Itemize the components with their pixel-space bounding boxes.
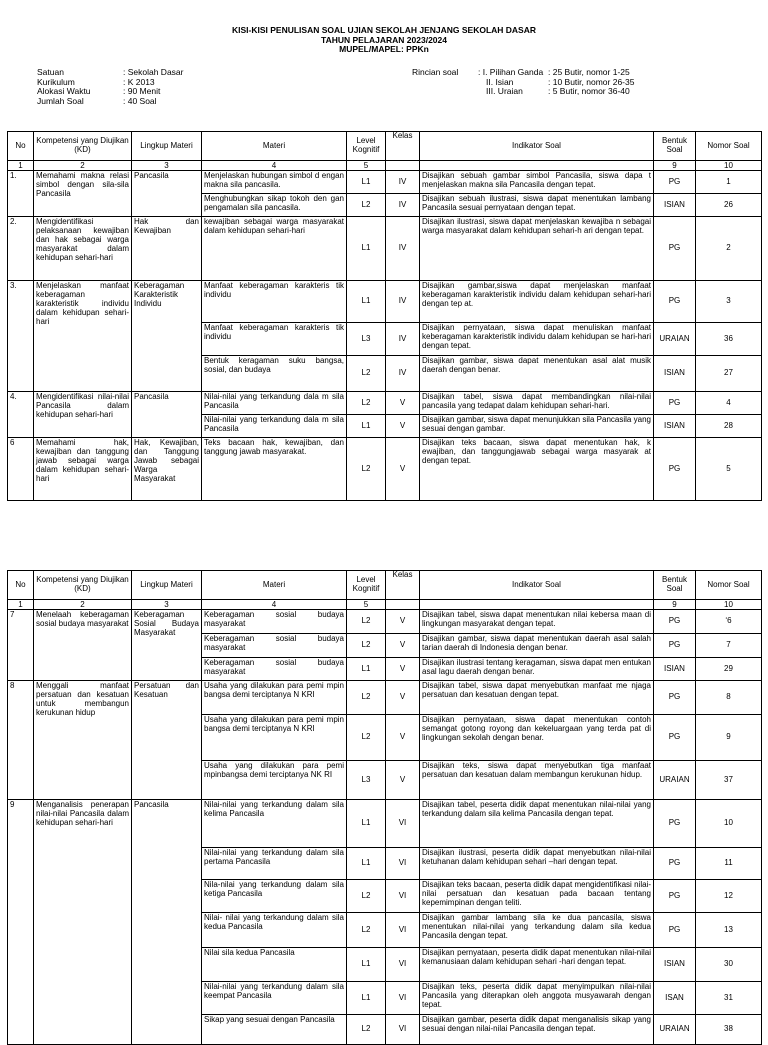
table-row (8, 438, 762, 501)
materi-cell: Usaha yang dilakukan para pemi mpin bangsa demi terciptanya N KRI (202, 681, 347, 715)
header-materi: Materi (202, 571, 347, 600)
header-indikator: Indikator Soal (420, 571, 654, 600)
column-number: 10 (696, 600, 762, 610)
nomor-cell: 31 (696, 982, 762, 1015)
title-line-2: TAHUN PELAJARAN 2023/2024 (321, 34, 447, 45)
info-label: Satuan (37, 67, 64, 77)
column-number: 5 (347, 600, 386, 610)
nomor-cell: 7 (696, 634, 762, 658)
column-number-row (8, 161, 762, 171)
materi-cell: Nilai sila kedua Pancasila (202, 948, 347, 982)
nomor-cell: 28 (696, 415, 762, 438)
indikator-cell: Disajikan teks bacaan, siswa dapat menentukan hak, k ewajiban, dan tanggungjawab sebagai warga masyarak at dengan tepat. (420, 438, 654, 501)
level-cell: L2 (347, 913, 386, 948)
info-value: : 90 Menit (123, 86, 161, 97)
indikator-cell: Disajikan gambar,siswa dapat menjelaskan manfaat keberagaman karakteristik individu dalam kehidupan sehari-hari dengan tep at. (420, 281, 654, 323)
level-cell: L2 (347, 610, 386, 634)
materi-cell: Teks bacaan hak, kewajiban, dan tanggung jawab masyarakat. (202, 438, 347, 501)
document-title (0, 26, 768, 55)
bentuk-cell: PG (654, 634, 696, 658)
kelas-cell: V (386, 761, 420, 800)
indikator-cell: Disajikan ilustrasi tentang keragaman, siswa dapat men entukan asal lagu daerah dengan benar. (420, 658, 654, 681)
table-row (8, 392, 762, 415)
indikator-cell: Disajikan teks, peserta didik dapat menyimpulkan nilai-nilai Pancasila yang diterapkan oleh anggota musyawarah dengan tepat. (420, 982, 654, 1015)
lingkup-cell: Pancasila (132, 171, 202, 217)
table-row (8, 610, 762, 634)
materi-cell: Manfaat keberagaman karakteris tik individu (202, 323, 347, 356)
level-cell: L1 (347, 982, 386, 1015)
header-level: Level Kognitif (347, 571, 386, 600)
kelas-cell: IV (386, 171, 420, 194)
info-label: Kurikulum (37, 76, 75, 87)
row-number: 8 (8, 681, 34, 800)
table-row (8, 681, 762, 715)
nomor-cell: 12 (696, 880, 762, 913)
lingkup-cell: Persatuan dan Kesatuan (132, 681, 202, 800)
kelas-cell: IV (386, 217, 420, 281)
header-nomor: Nomor Soal (696, 132, 762, 161)
nomor-cell: 30 (696, 948, 762, 982)
materi-cell: Nilai-nilai yang terkandung dala m sila Pancasila (202, 415, 347, 438)
column-number (386, 161, 420, 171)
info-value: : 40 Soal (123, 95, 157, 106)
materi-cell: Menghubungkan sikap tokoh den gan pengamalan sila pancasila. (202, 194, 347, 217)
materi-cell: Keberagaman sosial budaya masyarakat (202, 634, 347, 658)
info-label: Alokasi Waktu (37, 86, 91, 97)
kompetensi-cell: Mengidentifikasi pelaksanaan kewajiban dan hak sebagai warga masyarakat dalam kehidupan sehari-hari (34, 217, 132, 281)
nomor-cell: 3 (696, 281, 762, 323)
level-cell: L2 (347, 438, 386, 501)
materi-cell: Menjelaskan hubungan simbol d engan makna sila pancasila. (202, 171, 347, 194)
column-number: 5 (347, 161, 386, 171)
bentuk-cell: ISIAN (654, 194, 696, 217)
bentuk-cell: ISIAN (654, 658, 696, 681)
rincian-type: III. Uraian (486, 86, 523, 97)
level-cell: L2 (347, 880, 386, 913)
bentuk-cell: ISIAN (654, 356, 696, 392)
nomor-cell: 29 (696, 658, 762, 681)
rincian-type: : I. Pilihan Ganda (478, 67, 544, 77)
materi-cell: Nilai-nilai yang terkandung dalam sila kelima Pancasila (202, 800, 347, 848)
lingkup-cell: Keberagaman Karakteristik Individu (132, 281, 202, 392)
column-number-row (8, 600, 762, 610)
indikator-cell: Disajikan ilustrasi, siswa dapat menjelaskan kewajiba n sebagai warga masyarakat dalam kehidupan sehari-h ari dengan tepat. (420, 217, 654, 281)
nomor-cell: 10 (696, 800, 762, 848)
column-number: 2 (34, 161, 132, 171)
kelas-cell: IV (386, 323, 420, 356)
header-kd: Kompetensi yang Diujikan (KD) (34, 132, 132, 161)
info-value: : K 2013 (123, 76, 155, 87)
kompetensi-cell: Menggali manfaat persatuan dan kesatuan untuk membangun kerukunan hidup (34, 681, 132, 800)
kelas-cell: VI (386, 848, 420, 880)
materi-cell: Manfaat keberagaman karakteris tik individu (202, 281, 347, 323)
header-bentuk: Bentuk Soal (654, 571, 696, 600)
materi-cell: Nilai-nilai yang terkandung dalam sila pertama Pancasila (202, 848, 347, 880)
title-line-1: KISI-KISI PENULISAN SOAL UJIAN SEKOLAH JENJANG SEKOLAH DASAR (232, 25, 536, 35)
materi-cell: Nila-nilai yang terkandung dalam sila ketiga Pancasila (202, 880, 347, 913)
header-no: No (8, 132, 34, 161)
column-number: 4 (202, 161, 347, 171)
header-lingkup: Lingkup Materi (132, 132, 202, 161)
nomor-cell: 27 (696, 356, 762, 392)
nomor-cell: 13 (696, 913, 762, 948)
materi-cell: kewajiban sebagai warga masyarakat dalam kehidupan sehari-hari (202, 217, 347, 281)
bentuk-cell: PG (654, 880, 696, 913)
header-kelas: Kelas (386, 571, 420, 600)
lingkup-cell: Pancasila (132, 392, 202, 438)
bentuk-cell: PG (654, 392, 696, 415)
nomor-cell: 38 (696, 1015, 762, 1045)
row-number: 6 (8, 438, 34, 501)
nomor-cell: 36 (696, 323, 762, 356)
column-number: 9 (654, 161, 696, 171)
nomor-cell: 26 (696, 194, 762, 217)
rincian-value: : 10 Butir, nomor 26-35 (548, 76, 635, 87)
bentuk-cell: PG (654, 681, 696, 715)
bentuk-cell: URAIAN (654, 1015, 696, 1045)
indikator-cell: Disajikan sebuah ilustrasi, siswa dapat menentukan lambang Pancasila sesuai pernyataan dengan tepat. (420, 194, 654, 217)
kompetensi-cell: Menjelaskan manfaat keberagaman karakteristik individu dalam kehidupan sehari-hari (34, 281, 132, 392)
row-number: 7 (8, 610, 34, 681)
level-cell: L2 (347, 1015, 386, 1045)
bentuk-cell: PG (654, 438, 696, 501)
bentuk-cell: PG (654, 800, 696, 848)
lingkup-cell: Hak dan Kewajiban (132, 217, 202, 281)
table-row (8, 217, 762, 281)
materi-cell: Bentuk keragaman suku bangsa, sosial, dan budaya (202, 356, 347, 392)
header-kd: Kompetensi yang Diujikan (KD) (34, 571, 132, 600)
rincian-label: Rincian soal (412, 67, 459, 77)
document-info (37, 68, 183, 106)
bentuk-cell: ISAN (654, 982, 696, 1015)
materi-cell: Sikap yang sesuai dengan Pancasila (202, 1015, 347, 1045)
level-cell: L1 (347, 848, 386, 880)
kelas-cell: V (386, 610, 420, 634)
level-cell: L3 (347, 761, 386, 800)
header-materi: Materi (202, 132, 347, 161)
row-number: 4. (8, 392, 34, 438)
indikator-cell: Disajikan gambar lambang sila ke dua pancasila, siswa menentukan nilai-nilai yang terkandung dalam sila kedua Pancasila dengan tepat. (420, 913, 654, 948)
kelas-cell: V (386, 392, 420, 415)
level-cell: L3 (347, 323, 386, 356)
lingkup-cell: Hak, Kewajiban, dan Tanggung Jawab sebagai Warga Masyarakat (132, 438, 202, 501)
header-indikator: Indikator Soal (420, 132, 654, 161)
bentuk-cell: PG (654, 281, 696, 323)
kelas-cell: IV (386, 281, 420, 323)
table-row (8, 171, 762, 194)
kelas-cell: V (386, 681, 420, 715)
bentuk-cell: PG (654, 217, 696, 281)
kelas-cell: VI (386, 913, 420, 948)
indikator-cell: Disajikan tabel, siswa dapat menentukan nilai kebersa maan di lingkungan masyarakat dengan tepat. (420, 610, 654, 634)
nomor-cell: 11 (696, 848, 762, 880)
materi-cell: Nilai-nilai yang terkandung dalam sila keempat Pancasila (202, 982, 347, 1015)
nomor-cell: 1 (696, 171, 762, 194)
kompetensi-cell: Memahami makna relasi simbol dengan sila-sila Pancasila (34, 171, 132, 217)
indikator-cell: Disajikan pernyataan, siswa dapat menentukan contoh semangat gotong royong dan kekeluargaan yang terda pat di lingkungan sekolah dengan benar. (420, 715, 654, 761)
level-cell: L1 (347, 800, 386, 848)
indikator-cell: Disajikan teks bacaan, peserta didik dapat mengidentifikasi nilai-nilai persatuan dan kesatuan pada bacaan tentang kepemimpinan dengan teliti. (420, 880, 654, 913)
column-number: 1 (8, 600, 34, 610)
level-cell: L1 (347, 171, 386, 194)
header-lingkup: Lingkup Materi (132, 571, 202, 600)
kompetensi-cell: Memahami hak, kewajiban dan tanggung jawab sebagai warga dalam kehidupan sehari-hari (34, 438, 132, 501)
column-number: 3 (132, 161, 202, 171)
kompetensi-cell: Menganalisis penerapan nilai-nilai Pancasila dalam kehidupan sehari-hari (34, 800, 132, 1045)
info-value: : Sekolah Dasar (123, 67, 184, 77)
row-number: 3. (8, 281, 34, 392)
bentuk-cell: ISIAN (654, 415, 696, 438)
indikator-cell: Disajikan tabel, siswa dapat membandingkan nilai-nilai pancasila yang tedapat dalam kehidupan sehari-hari. (420, 392, 654, 415)
header-bentuk: Bentuk Soal (654, 132, 696, 161)
info-label: Jumlah Soal (37, 95, 84, 106)
level-cell: L1 (347, 658, 386, 681)
kelas-cell: V (386, 415, 420, 438)
level-cell: L1 (347, 948, 386, 982)
bentuk-cell: URAIAN (654, 761, 696, 800)
column-number: 4 (202, 600, 347, 610)
nomor-cell: 5 (696, 438, 762, 501)
column-number (420, 600, 654, 610)
materi-cell: Keberagaman sosial budaya masyarakat (202, 610, 347, 634)
level-cell: L2 (347, 634, 386, 658)
materi-cell: Nilai-nilai yang terkandung dala m sila Pancasila (202, 392, 347, 415)
bentuk-cell: PG (654, 715, 696, 761)
column-number (420, 161, 654, 171)
header-nomor: Nomor Soal (696, 571, 762, 600)
rincian-type: II. Isian (486, 76, 514, 87)
bentuk-cell: PG (654, 610, 696, 634)
indikator-cell: Disajikan tabel, siswa dapat menyebutkan manfaat me njaga persatuan dan kesatuan dengan tepat. (420, 681, 654, 715)
rincian-value: : 5 Butir, nomor 36-40 (548, 86, 630, 97)
indikator-cell: Disajikan ilustrasi, peserta didik dapat menyebutkan nilai-nilai ketuhanan dalam kehidupan sehari –hari dengan tepat. (420, 848, 654, 880)
materi-cell: Keberagaman sosial budaya masyarakat (202, 658, 347, 681)
kelas-cell: V (386, 634, 420, 658)
lingkup-cell: Keberagaman Sosial Budaya Masyarakat (132, 610, 202, 681)
table-row (8, 281, 762, 323)
kompetensi-cell: Menelaah keberagaman sosial budaya masyarakat (34, 610, 132, 681)
materi-cell: Usaha yang dilakukan para pemi mpin bangsa demi terciptanya N KRI (202, 715, 347, 761)
indikator-cell: Disajikan gambar, siswa dapat menentukan asal alat musik daerah dengan benar. (420, 356, 654, 392)
kelas-cell: VI (386, 1015, 420, 1045)
column-number: 2 (34, 600, 132, 610)
row-number: 2. (8, 217, 34, 281)
table-row (8, 800, 762, 848)
rincian-soal (412, 68, 634, 97)
indikator-cell: Disajikan tabel, peserta didik dapat menentukan nilai-nilai yang terkandung dalam sila kelima Pancasila dengan tepat. (420, 800, 654, 848)
column-number: 1 (8, 161, 34, 171)
indikator-cell: Disajikan pernyataan, peserta didik dapat menentukan nilai-nilai kemanusiaan dalam kehidupan sehari -hari dengan tepat. (420, 948, 654, 982)
level-cell: L1 (347, 281, 386, 323)
nomor-cell: 2 (696, 217, 762, 281)
level-cell: L2 (347, 356, 386, 392)
bentuk-cell: PG (654, 171, 696, 194)
kelas-cell: VI (386, 948, 420, 982)
nomor-cell: 8 (696, 681, 762, 715)
row-number: 1. (8, 171, 34, 217)
level-cell: L2 (347, 194, 386, 217)
title-line-3: MUPEL/MAPEL: PPKn (339, 44, 429, 55)
kelas-cell: V (386, 715, 420, 761)
level-cell: L2 (347, 681, 386, 715)
row-number: 9 (8, 800, 34, 1045)
indikator-cell: Disajikan gambar, siswa dapat menunjukkan sila Pancasila yang sesuai dengan gambar. (420, 415, 654, 438)
indikator-cell: Disajikan pernyataan, siswa dapat menuliskan manfaat keberagaman karakteristik individu dalam kehidupan se hari-hari dengan tepat. (420, 323, 654, 356)
bentuk-cell: PG (654, 848, 696, 880)
column-number: 9 (654, 600, 696, 610)
kompetensi-cell: Mengidentifikasi nilai-nilai Pancasila dalam kehidupan sehari-hari (34, 392, 132, 438)
nomor-cell: 4 (696, 392, 762, 415)
lingkup-cell: Pancasila (132, 800, 202, 1045)
nomor-cell: 9 (696, 715, 762, 761)
kelas-cell: V (386, 438, 420, 501)
header-kelas: Kelas (386, 132, 420, 161)
materi-cell: Usaha yang dilakukan para pemi mpinbangsa demi terciptanya NK RI (202, 761, 347, 800)
level-cell: L1 (347, 217, 386, 281)
column-number (386, 600, 420, 610)
kelas-cell: VI (386, 800, 420, 848)
level-cell: L2 (347, 715, 386, 761)
indikator-cell: Disajikan sebuah gambar simbol Pancasila, siswa dapa t menjelaskan makna sila Pancasila dengan tepat. (420, 171, 654, 194)
nomor-cell: 37 (696, 761, 762, 800)
indikator-cell: Disajikan gambar, peserta didik dapat menganalisis sikap yang sesuai dengan nilai-nilai Pancasila dengan tepat. (420, 1015, 654, 1045)
level-cell: L1 (347, 415, 386, 438)
nomor-cell: ‘6 (696, 610, 762, 634)
bentuk-cell: PG (654, 913, 696, 948)
kelas-cell: VI (386, 880, 420, 913)
bentuk-cell: URAIAN (654, 323, 696, 356)
kelas-cell: V (386, 658, 420, 681)
indikator-cell: Disajikan teks, siswa dapat menyebutkan tiga manfaat persatuan dan kesatuan dalam membangun kerukunan hidup. (420, 761, 654, 800)
header-no: No (8, 571, 34, 600)
kelas-cell: IV (386, 356, 420, 392)
kisi-table-1 (7, 131, 762, 501)
kisi-table-2 (7, 570, 762, 1045)
column-number: 3 (132, 600, 202, 610)
kelas-cell: IV (386, 194, 420, 217)
level-cell: L2 (347, 392, 386, 415)
indikator-cell: Disajikan gambar, siswa dapat menentukan daerah asal salah tarian daerah di Indonesia dengan benar. (420, 634, 654, 658)
column-number: 10 (696, 161, 762, 171)
rincian-value: : 25 Butir, nomor 1-25 (548, 67, 630, 77)
bentuk-cell: ISIAN (654, 948, 696, 982)
materi-cell: Nilai- nilai yang terkandung dalam sila kedua Pancasila (202, 913, 347, 948)
header-level: Level Kognitif (347, 132, 386, 161)
kelas-cell: VI (386, 982, 420, 1015)
